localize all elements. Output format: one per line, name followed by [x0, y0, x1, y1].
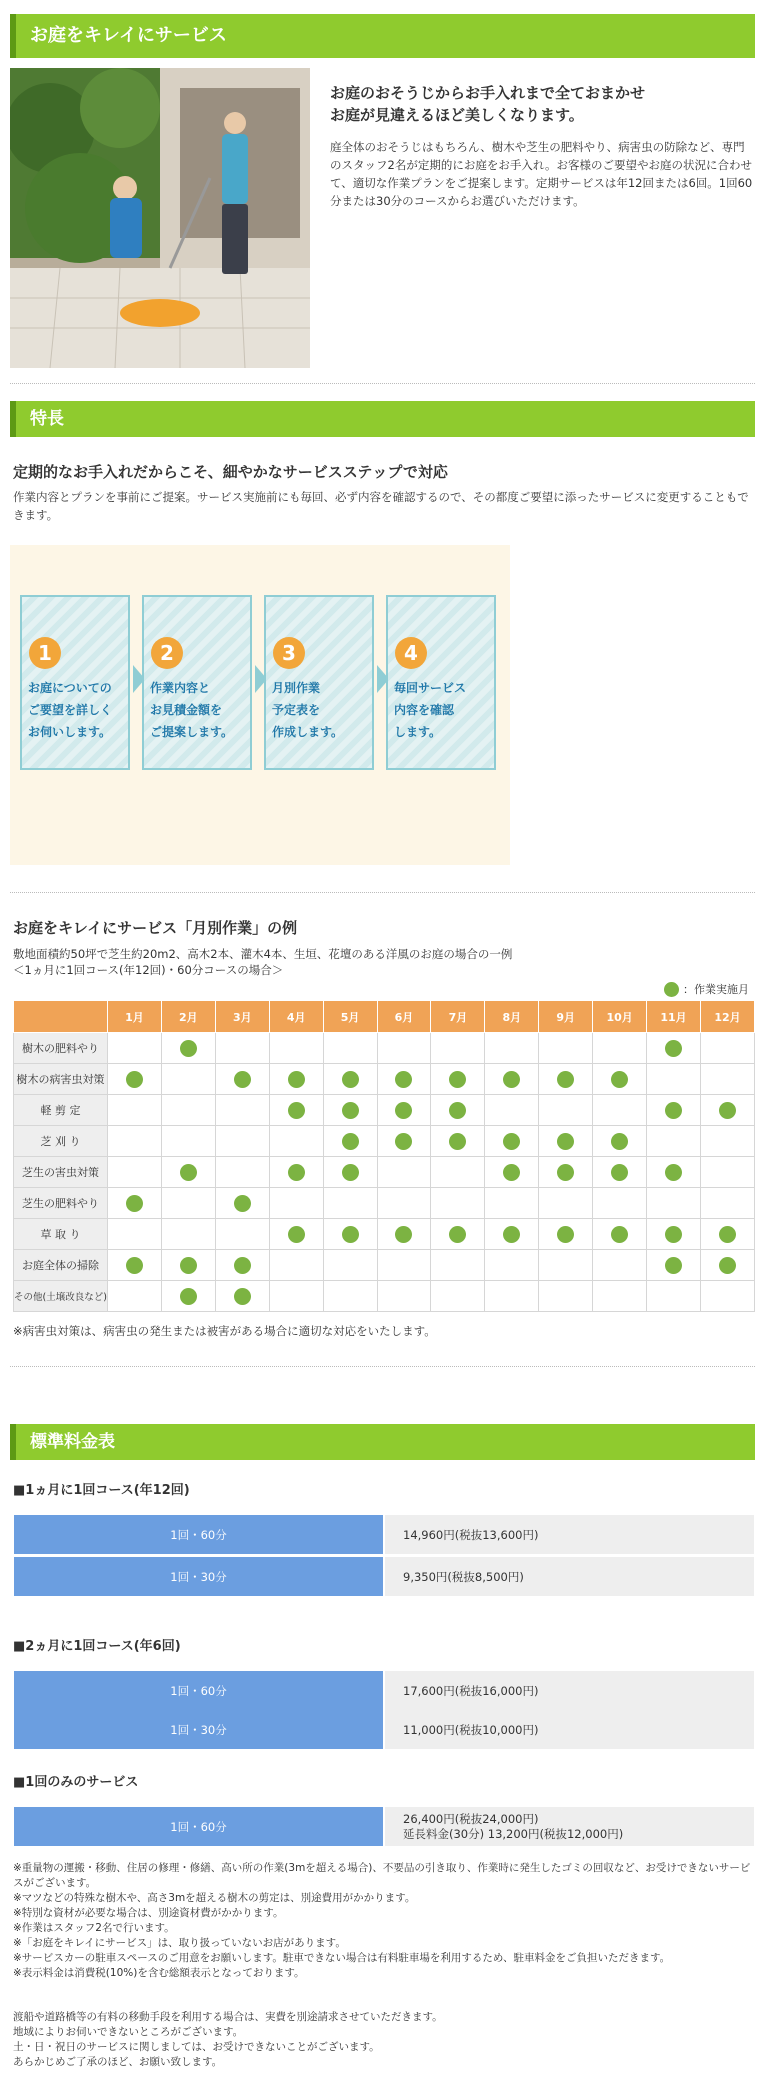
price-row [14, 1710, 754, 1749]
schedule-cell [269, 1281, 323, 1312]
schedule-cell [431, 1157, 485, 1188]
schedule-cell [539, 1095, 593, 1126]
work-marker-icon [557, 1226, 574, 1243]
schedule-cell [647, 1064, 701, 1095]
section-heading-features: 特長 [10, 401, 755, 437]
features-title: 定期的なお手入れだからこそ、細やかなサービスステップで対応 [13, 463, 448, 481]
step-line: します。 [394, 725, 442, 739]
work-marker-icon [180, 1257, 197, 1274]
note-line: ※作業はスタッフ2名で行います。 [13, 1922, 175, 1934]
table-row [14, 1126, 755, 1157]
schedule-cell [108, 1250, 162, 1281]
task-label: 樹木の肥料やり [14, 1033, 108, 1064]
schedule-cell [108, 1033, 162, 1064]
schedule-cell [431, 1188, 485, 1219]
work-marker-icon [395, 1071, 412, 1088]
schedule-cell [269, 1033, 323, 1064]
month-header: 7月 [431, 1001, 485, 1033]
schedule-cell [269, 1250, 323, 1281]
task-label: 芝生の害虫対策 [14, 1157, 108, 1188]
work-marker-icon [449, 1071, 466, 1088]
month-header: 6月 [377, 1001, 431, 1033]
work-marker-icon [611, 1071, 628, 1088]
table-row [14, 1095, 755, 1126]
step-line: お庭についての [28, 681, 112, 695]
price-label: 1回・30分 [14, 1557, 383, 1596]
schedule-cell [377, 1281, 431, 1312]
work-marker-icon [557, 1164, 574, 1181]
schedule-cell [161, 1188, 215, 1219]
work-marker-icon [503, 1164, 520, 1181]
task-label: 軽 剪 定 [14, 1095, 108, 1126]
divider [10, 1366, 755, 1367]
legend [664, 981, 749, 997]
schedule-cell [485, 1250, 539, 1281]
month-header: 4月 [269, 1001, 323, 1033]
work-marker-icon [395, 1226, 412, 1243]
legend-label: ：作業実施月 [683, 983, 749, 996]
schedule-cell [108, 1064, 162, 1095]
schedule-cell [539, 1126, 593, 1157]
schedule-cell [700, 1188, 754, 1219]
schedule-cell [108, 1219, 162, 1250]
step-1 [20, 595, 130, 770]
section-heading-service: お庭をキレイにサービス [10, 14, 755, 58]
work-marker-icon [342, 1133, 359, 1150]
intro-title-line2: お庭が見違えるほど美しくなります。 [330, 106, 584, 124]
schedule-cell [323, 1033, 377, 1064]
month-header: 8月 [485, 1001, 539, 1033]
task-label: 芝生の肥料やり [14, 1188, 108, 1219]
schedule-cell [323, 1219, 377, 1250]
schedule-cell [647, 1188, 701, 1219]
schedule-cell [485, 1064, 539, 1095]
schedule-cell [323, 1126, 377, 1157]
schedule-cell [161, 1157, 215, 1188]
schedule-cell [485, 1219, 539, 1250]
step-line: 月別作業 [272, 681, 321, 695]
price-row [14, 1807, 754, 1846]
schedule-cell [485, 1126, 539, 1157]
schedule-cell [215, 1157, 269, 1188]
work-marker-icon [611, 1133, 628, 1150]
schedule-cell [700, 1126, 754, 1157]
step-number: 4 [395, 637, 427, 669]
work-marker-icon [395, 1133, 412, 1150]
schedule-cell [431, 1033, 485, 1064]
work-marker-icon [288, 1226, 305, 1243]
schedule-cell [485, 1157, 539, 1188]
schedule-cell [108, 1126, 162, 1157]
divider [10, 892, 755, 893]
schedule-header-row [14, 1001, 755, 1033]
price-row [14, 1557, 754, 1596]
schedule-cell [108, 1095, 162, 1126]
schedule-cell [700, 1064, 754, 1095]
schedule-cell [377, 1250, 431, 1281]
schedule-cell [215, 1250, 269, 1281]
month-header: 12月 [700, 1001, 754, 1033]
step-line: 内容を確認 [394, 703, 455, 717]
step-line: 毎回サービス [394, 681, 467, 695]
schedule-cell [485, 1095, 539, 1126]
step-line: お見積金額を [150, 703, 223, 717]
task-label: 草 取 り [14, 1219, 108, 1250]
schedule-cell [431, 1064, 485, 1095]
work-marker-icon [665, 1226, 682, 1243]
work-marker-icon [503, 1133, 520, 1150]
features-body: 作業内容とプランを事前にご提案。サービス実施前にも毎回、必ず内容を確認するので、その都度ご要望に添ったサービスに変更することもできます。 [13, 490, 749, 522]
schedule-cell [323, 1064, 377, 1095]
note-line: ※「お庭をキレイにサービス」は、取り扱っていないお店があります。 [13, 1937, 346, 1949]
work-marker-icon [449, 1226, 466, 1243]
plan6-title: ■2ヵ月に1回コース(年6回) [13, 1639, 181, 1654]
schedule-cell [161, 1219, 215, 1250]
price-value: 17,600円(税抜16,000円) [385, 1671, 754, 1710]
table-row [14, 1157, 755, 1188]
work-marker-icon [665, 1040, 682, 1057]
step-text [394, 677, 498, 743]
schedule-corner [14, 1001, 108, 1033]
schedule-cell [431, 1126, 485, 1157]
intro-title [330, 82, 750, 126]
step-text [150, 677, 254, 743]
task-label: お庭全体の掃除 [14, 1250, 108, 1281]
schedule-cell [700, 1157, 754, 1188]
work-marker-icon [288, 1071, 305, 1088]
work-marker-icon [557, 1071, 574, 1088]
work-marker-icon [180, 1288, 197, 1305]
month-header: 11月 [647, 1001, 701, 1033]
month-header: 3月 [215, 1001, 269, 1033]
work-marker-icon [126, 1257, 143, 1274]
schedule-cell [593, 1095, 647, 1126]
schedule-cell [647, 1157, 701, 1188]
step-text [28, 677, 132, 743]
table-row [14, 1281, 755, 1312]
garden-photo [10, 68, 310, 368]
schedule-cell [161, 1033, 215, 1064]
work-marker-icon [342, 1164, 359, 1181]
intro-body: 庭全体のおそうじはもちろん、樹木や芝生の肥料やり、病害虫の防除など、専門のスタッフ2名が定期的にお庭をお手入れ。お客様のご要望やお庭の状況に合わせて、適切な作業プランをご提案します。定期サービスは年12回または6回。1回60分または30分のコースからお選びいただけます。 [330, 140, 753, 208]
schedule-cell [161, 1095, 215, 1126]
note-line: ※表示料金は消費税(10%)を含む総額表示となっております。 [13, 1967, 305, 1979]
work-marker-icon [180, 1040, 197, 1057]
schedule-cell [161, 1064, 215, 1095]
schedule-cell [269, 1188, 323, 1219]
table-row [14, 1250, 755, 1281]
monthly-subtitle [13, 946, 512, 978]
task-label: 芝 刈 り [14, 1126, 108, 1157]
schedule-cell [539, 1188, 593, 1219]
step-line: ご提案します。 [150, 725, 234, 739]
schedule-cell [215, 1095, 269, 1126]
note-line: ※特別な資材が必要な場合は、別途資材費がかかります。 [13, 1907, 284, 1919]
garden-photo-illustration [10, 68, 310, 368]
schedule-cell [323, 1095, 377, 1126]
price-label: 1回・30分 [14, 1710, 383, 1749]
schedule-cell [593, 1033, 647, 1064]
month-header: 1月 [108, 1001, 162, 1033]
schedule-cell [215, 1033, 269, 1064]
schedule-cell [215, 1126, 269, 1157]
schedule-cell [269, 1095, 323, 1126]
schedule-cell [593, 1064, 647, 1095]
price-label: 1回・60分 [14, 1671, 383, 1710]
schedule-cell [593, 1188, 647, 1219]
schedule-cell [539, 1281, 593, 1312]
section-heading-pricing: 標準料金表 [10, 1424, 755, 1460]
work-marker-icon [665, 1257, 682, 1274]
work-marker-icon [611, 1226, 628, 1243]
table-row [14, 1064, 755, 1095]
steps-panel [10, 545, 510, 865]
schedule-cell [593, 1281, 647, 1312]
step-number: 3 [273, 637, 305, 669]
price-label: 1回・60分 [14, 1515, 383, 1554]
note-line: ※マツなどの特殊な樹木や、高さ3mを超える樹木の剪定は、別途費用がかかります。 [13, 1892, 416, 1904]
price-value: 11,000円(税抜10,000円) [385, 1710, 754, 1749]
work-marker-icon [234, 1288, 251, 1305]
price-value: 9,350円(税抜8,500円) [385, 1557, 754, 1596]
work-marker-icon [234, 1071, 251, 1088]
schedule-cell [593, 1250, 647, 1281]
month-header: 5月 [323, 1001, 377, 1033]
schedule-cell [323, 1281, 377, 1312]
table-row [14, 1033, 755, 1064]
price-value-main: 26,400円(税抜24,000円) [403, 1811, 539, 1826]
schedule-cell [647, 1250, 701, 1281]
schedule-cell [323, 1188, 377, 1219]
price-value-extension: 延長料金(30分) 13,200円(税抜12,000円) [403, 1826, 624, 1841]
price-label: 1回・60分 [14, 1807, 383, 1846]
schedule-cell [593, 1157, 647, 1188]
work-marker-icon [719, 1102, 736, 1119]
note-line: 地域によりお伺いできないところがございます。 [13, 2026, 244, 2038]
schedule-cell [215, 1219, 269, 1250]
month-header: 2月 [161, 1001, 215, 1033]
month-header: 9月 [539, 1001, 593, 1033]
work-marker-icon [503, 1071, 520, 1088]
work-marker-icon [126, 1195, 143, 1212]
step-line: お伺いします。 [28, 725, 112, 739]
schedule-cell [161, 1281, 215, 1312]
schedule-cell [161, 1126, 215, 1157]
schedule-cell [377, 1188, 431, 1219]
schedule-cell [539, 1064, 593, 1095]
work-marker-icon [342, 1102, 359, 1119]
table-row [14, 1188, 755, 1219]
work-marker-icon [395, 1102, 412, 1119]
task-label: その他(土壌改良など) [14, 1281, 108, 1312]
schedule-cell [539, 1157, 593, 1188]
price-row [14, 1515, 754, 1554]
schedule-cell [593, 1219, 647, 1250]
schedule-cell [647, 1281, 701, 1312]
schedule-cell [215, 1064, 269, 1095]
schedule-cell [323, 1250, 377, 1281]
step-2 [142, 595, 252, 770]
step-3 [264, 595, 374, 770]
schedule-cell [431, 1219, 485, 1250]
price-value: 14,960円(税抜13,600円) [385, 1515, 754, 1554]
work-marker-icon [449, 1102, 466, 1119]
monthly-sub2: ＜1ヵ月に1回コース(年12回)・60分コースの場合＞ [13, 963, 284, 977]
schedule-cell [215, 1281, 269, 1312]
note-line: ※サービスカーの駐車スペースのご用意をお願いします。駐車できない場合は有料駐車場を利用するため、駐車料金をご負担いただきます。 [13, 1952, 671, 1964]
note-line: 土・日・祝日のサービスに関しましては、お受けできないことがございます。 [13, 2041, 380, 2053]
table-row [14, 1219, 755, 1250]
schedule-cell [485, 1281, 539, 1312]
monthly-title: お庭をキレイにサービス「月別作業」の例 [13, 919, 298, 937]
schedule-cell [700, 1281, 754, 1312]
schedule-cell [647, 1033, 701, 1064]
schedule-cell [700, 1250, 754, 1281]
work-marker-icon [234, 1195, 251, 1212]
work-marker-icon [719, 1226, 736, 1243]
schedule-cell [108, 1281, 162, 1312]
monthly-sub1: 敷地面積約50坪で芝生約20m2、高木2本、灌木4本、生垣、花壇のある洋風のお庭の場合の一例 [13, 947, 513, 961]
schedule-cell [377, 1095, 431, 1126]
work-marker-icon [665, 1102, 682, 1119]
work-marker-icon [180, 1164, 197, 1181]
schedule-cell [377, 1033, 431, 1064]
month-header: 10月 [593, 1001, 647, 1033]
schedule-cell [161, 1250, 215, 1281]
pricing-notes [13, 1861, 753, 1981]
pest-note: ※病害虫対策は、病害虫の発生または被害がある場合に適切な対応をいたします。 [13, 1324, 436, 1338]
schedule-cell [377, 1126, 431, 1157]
schedule-cell [539, 1219, 593, 1250]
schedule-cell [647, 1126, 701, 1157]
schedule-cell [700, 1033, 754, 1064]
step-line: 作成します。 [272, 725, 344, 739]
schedule-cell [700, 1095, 754, 1126]
schedule-cell [377, 1157, 431, 1188]
single-title: ■1回のみのサービス [13, 1775, 139, 1790]
price-value [385, 1807, 754, 1846]
schedule-cell [431, 1281, 485, 1312]
schedule-cell [269, 1157, 323, 1188]
step-text [272, 677, 376, 743]
work-marker-icon [611, 1164, 628, 1181]
work-marker-icon [557, 1133, 574, 1150]
schedule-cell [269, 1219, 323, 1250]
schedule-cell [647, 1095, 701, 1126]
step-line: 作業内容と [150, 681, 211, 695]
work-marker-icon [342, 1226, 359, 1243]
schedule-table [13, 1000, 755, 1312]
work-marker-icon [288, 1164, 305, 1181]
schedule-cell [108, 1157, 162, 1188]
work-marker-icon [342, 1071, 359, 1088]
work-marker-icon [449, 1133, 466, 1150]
intro-title-line1: お庭のおそうじからお手入れまで全ておまかせ [330, 84, 646, 102]
work-marker-icon [234, 1257, 251, 1274]
work-marker-icon [126, 1071, 143, 1088]
schedule-cell [108, 1188, 162, 1219]
schedule-cell [323, 1157, 377, 1188]
note-line: 渡船や道路橋等の有料の移動手段を利用する場合は、実費を別途請求させていただきます。 [13, 2011, 443, 2023]
legend-marker-icon [664, 982, 679, 997]
step-line: 予定表を [272, 703, 321, 717]
schedule-cell [431, 1250, 485, 1281]
service-notes [13, 2010, 753, 2070]
step-4 [386, 595, 496, 770]
step-line: ご要望を詳しく [28, 703, 113, 717]
schedule-cell [485, 1188, 539, 1219]
schedule-cell [539, 1033, 593, 1064]
schedule-cell [269, 1126, 323, 1157]
work-marker-icon [719, 1257, 736, 1274]
note-line: あらかじめご了承のほど、お願い致します。 [13, 2056, 223, 2068]
schedule-cell [377, 1219, 431, 1250]
work-marker-icon [665, 1164, 682, 1181]
schedule-cell [377, 1064, 431, 1095]
plan12-title: ■1ヵ月に1回コース(年12回) [13, 1483, 190, 1498]
schedule-cell [647, 1219, 701, 1250]
note-line: ※重量物の運搬・移動、住居の修理・修繕、高い所の作業(3mを超える場合)、不要品の引き取り、作業時に発生したゴミの回収など、お受けできないサービスがございます。 [13, 1862, 751, 1889]
price-row [14, 1671, 754, 1710]
work-marker-icon [288, 1102, 305, 1119]
schedule-cell [485, 1033, 539, 1064]
schedule-cell [700, 1219, 754, 1250]
schedule-cell [215, 1188, 269, 1219]
step-number: 2 [151, 637, 183, 669]
task-label: 樹木の病害虫対策 [14, 1064, 108, 1095]
schedule-cell [431, 1095, 485, 1126]
schedule-cell [269, 1064, 323, 1095]
schedule-cell [593, 1126, 647, 1157]
work-marker-icon [503, 1226, 520, 1243]
schedule-cell [539, 1250, 593, 1281]
step-number: 1 [29, 637, 61, 669]
divider [10, 383, 755, 384]
